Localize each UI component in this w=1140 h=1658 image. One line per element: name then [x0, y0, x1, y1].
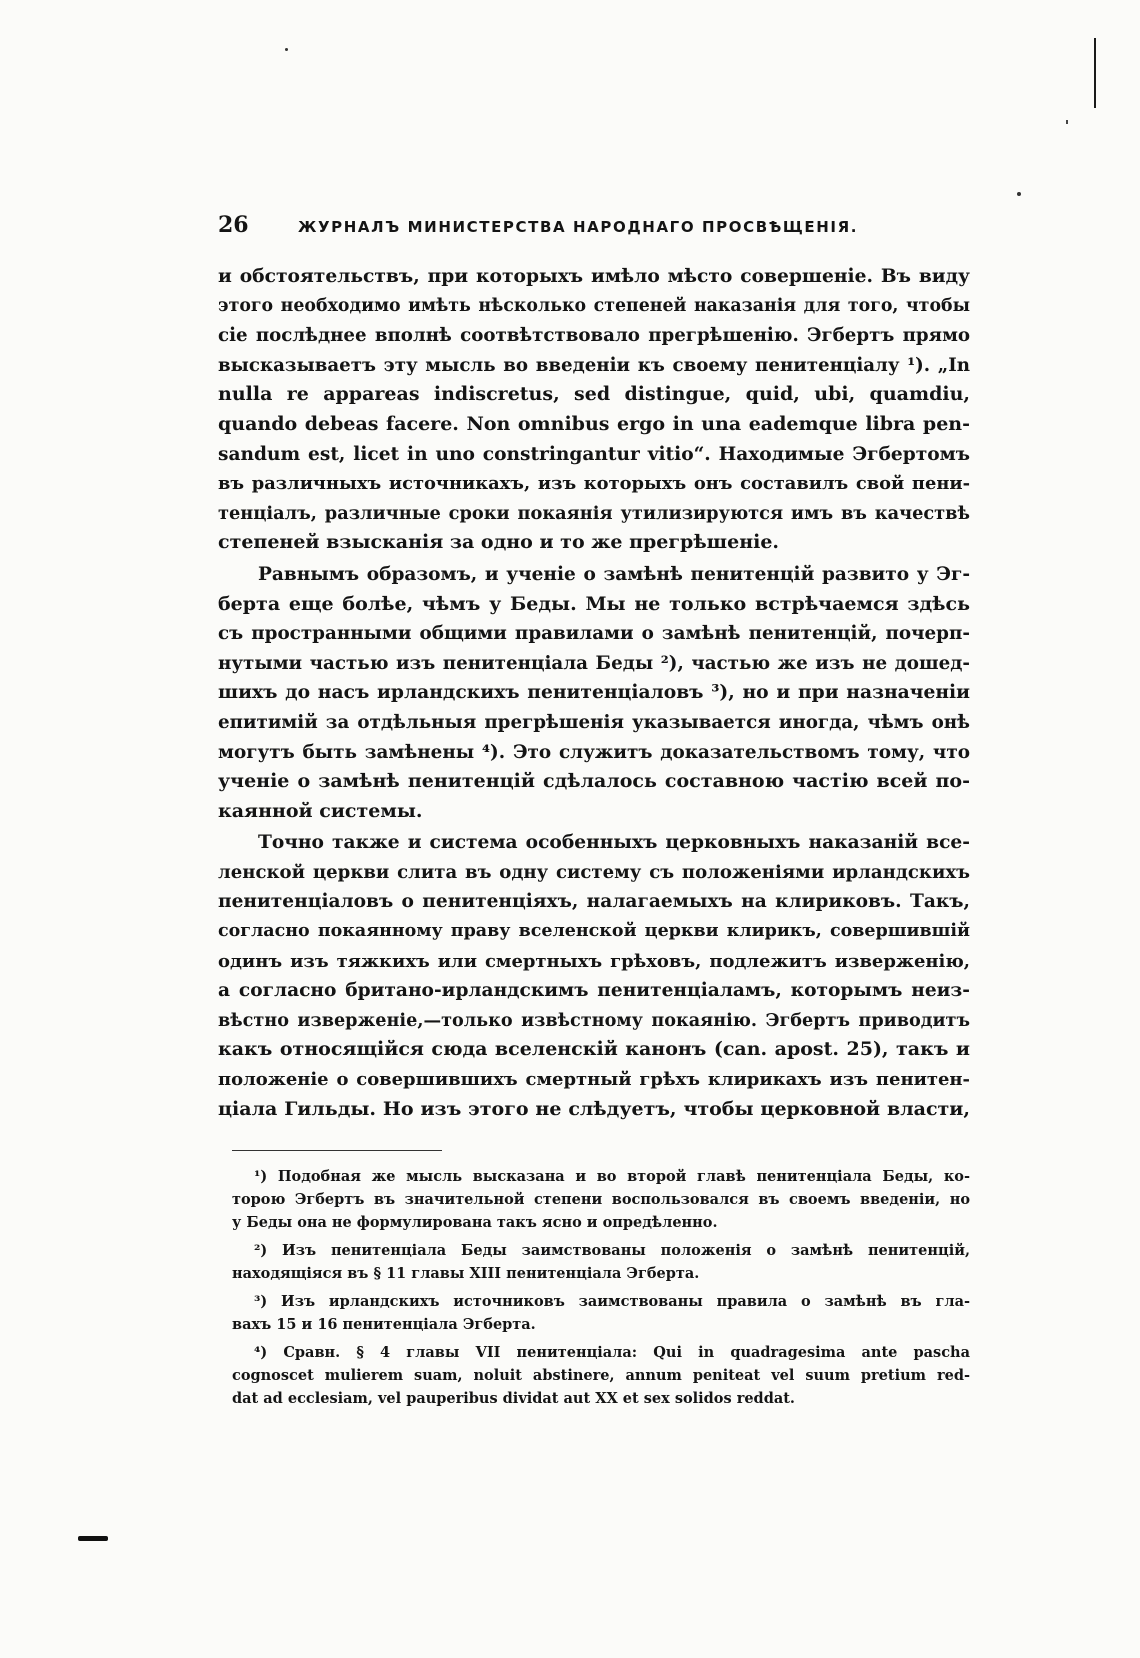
footnote-line: cognoscet mulierem suam, noluit abstinere, annum peniteat vel suum pretium red- — [232, 1367, 970, 1384]
page-header — [218, 212, 970, 246]
text-line: шихъ до насъ ирландскихъ пенитенціаловъ ³), но и при назначеніи — [218, 681, 970, 704]
footnote-1 — [232, 1165, 970, 1234]
footnote-2 — [232, 1239, 970, 1285]
footnote-line: торою Эгбертъ въ значительной степени воспользовался въ своемъ введеніи, но — [232, 1191, 970, 1208]
text-line: каянной системы. — [218, 799, 423, 822]
body-text — [218, 262, 970, 1124]
text-line: берта еще болѣе, чѣмъ у Беды. Мы не только встрѣчаемся здѣсь — [218, 592, 970, 615]
text-line: положеніе о совершившихъ смертный грѣхъ клирикахъ изъ пенитен- — [218, 1069, 970, 1091]
paragraph — [218, 560, 970, 826]
text-line: и обстоятельствъ, при которыхъ имѣло мѣсто совершеніе. Въ виду — [218, 265, 970, 287]
footnote-line: ³) Изъ ирландскихъ источниковъ заимствованы правила о замѣнѣ въ гла- — [254, 1293, 970, 1310]
footnotes — [232, 1165, 970, 1410]
scan-speck — [1017, 192, 1021, 196]
text-line: ціала Гильды. Но изъ этого не слѣдуетъ, чтобы церковной власти, — [218, 1097, 970, 1120]
text-line: Точно также и система особенныхъ церковныхъ наказаній все- — [258, 832, 970, 854]
text-line: sandum est, licet in uno constringantur vitio“. Находимые Эгбертомъ — [218, 443, 970, 465]
scan-speck — [285, 48, 288, 51]
text-line: могутъ быть замѣнены ⁴). Это служитъ доказательствомъ тому, что — [218, 741, 970, 763]
scan-margin-mark — [78, 1536, 108, 1541]
text-line: высказываетъ эту мысль во введеніи къ своему пенитенціалу ¹). „In — [218, 354, 970, 376]
text-line: ученіе о замѣнѣ пенитенцій сдѣлалось составною частію всей по- — [218, 770, 970, 793]
text-line: а согласно британо-ирландскимъ пенитенціаламъ, которымъ неиз- — [218, 980, 970, 1002]
text-line: этого необходимо имѣть нѣсколько степеней наказанія для того, чтобы — [218, 295, 970, 316]
footnote-line: dat ad ecclesiam, vel pauperibus dividat aut XX et sex solidos reddat. — [232, 1390, 795, 1407]
text-line: одинъ изъ тяжкихъ или смертныхъ грѣховъ, подлежитъ изверженію, — [218, 950, 970, 972]
footnote-line: ²) Изъ пенитенціала Беды заимствованы положенія о замѣнѣ пенитенцій, — [254, 1242, 970, 1259]
text-line: сіе послѣднее вполнѣ соотвѣтствовало прегрѣшенію. Эгбертъ прямо — [218, 325, 970, 347]
text-line: nulla re appareas indiscretus, sed distingue, quid, ubi, quamdiu, — [218, 383, 970, 406]
text-line: епитимій за отдѣльныя прегрѣшенія указывается иногда, чѣмъ онѣ — [218, 711, 970, 733]
footnote-line: ¹) Подобная же мысль высказана и во второй главѣ пенитенціала Беды, ко- — [254, 1168, 970, 1185]
text-line: какъ относящійся сюда вселенскій канонъ (can. apost. 25), такъ и — [218, 1038, 970, 1061]
text-line: quando debeas facere. Non omnibus ergo in una eademque libra pen- — [218, 412, 970, 435]
text-line: съ пространными общими правилами о замѣнѣ пенитенцій, почерп- — [218, 623, 970, 645]
text-line: вѣстно изверженіе,—только извѣстному покаянію. Эгбертъ приводитъ — [218, 1009, 970, 1031]
footnote-line: находящіяся въ § 11 главы XIII пенитенціала Эгберта. — [232, 1265, 700, 1282]
text-line: согласно покаянному праву вселенской церкви клирикъ, совершившій — [218, 921, 970, 942]
scan-edge-line — [1094, 38, 1096, 108]
text-line: тенціалъ, различные сроки покаянія утилизируются имъ въ качествѣ — [218, 502, 970, 524]
footnote-4 — [232, 1341, 970, 1410]
text-line: Равнымъ образомъ, и ученіе о замѣнѣ пенитенцій развито у Эг- — [258, 563, 970, 585]
text-line: степеней взысканія за одно и то же прегрѣшеніе. — [218, 531, 780, 554]
footnote-divider — [232, 1150, 442, 1151]
paragraph — [218, 828, 970, 1124]
text-line: ленской церкви слита въ одну систему съ положеніями ирландскихъ — [218, 861, 970, 883]
page-number: 26 — [218, 212, 249, 238]
text-line: въ различныхъ источникахъ, изъ которыхъ онъ составилъ свой пени- — [218, 473, 970, 495]
scan-speck — [1066, 120, 1068, 124]
footnote-line: вахъ 15 и 16 пенитенціала Эгберта. — [232, 1316, 536, 1333]
footnote-line: у Беды она не формулирована такъ ясно и опредѣленно. — [232, 1214, 718, 1231]
footnote-3 — [232, 1290, 970, 1336]
paragraph — [218, 262, 970, 558]
running-title: ЖУРНАЛЪ МИНИСТЕРСТВА НАРОДНАГО ПРОСВѢЩЕНІЯ. — [298, 218, 859, 236]
text-line: пенитенціаловъ о пенитенціяхъ, налагаемыхъ на клириковъ. Такъ, — [218, 891, 970, 913]
text-line: нутыми частью изъ пенитенціала Беды ²), частью же изъ не дошед- — [218, 652, 970, 674]
footnote-line: ⁴) Сравн. § 4 главы VII пенитенціала: Qui in quadragesima ante pascha — [254, 1344, 970, 1361]
